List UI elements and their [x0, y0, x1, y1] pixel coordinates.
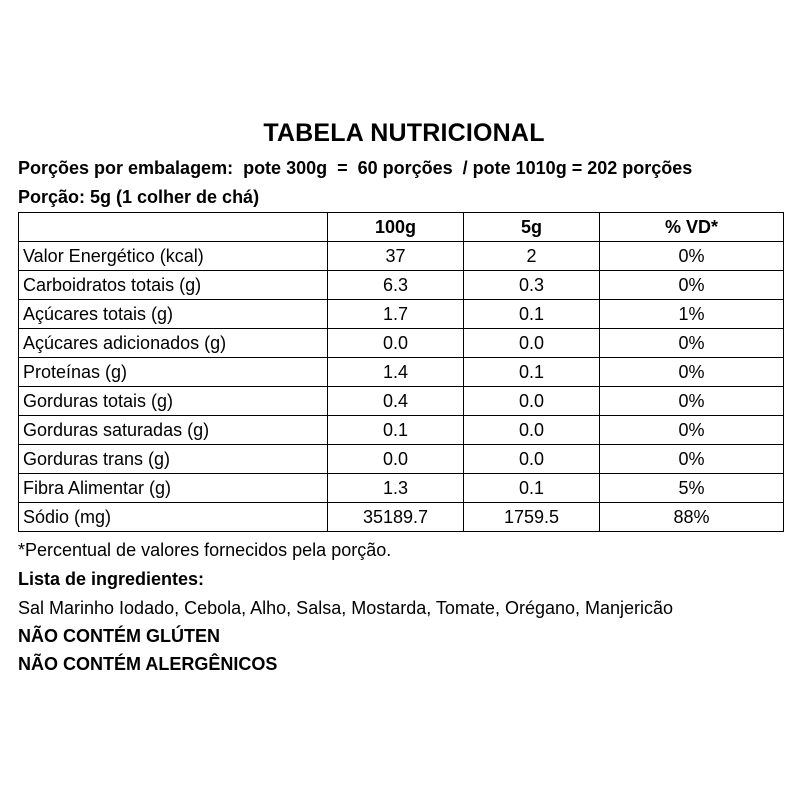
value-per-5g: 0.1: [464, 300, 600, 329]
allergen-notice: NÃO CONTÉM ALERGÊNICOS: [18, 654, 278, 674]
table-row: [19, 445, 784, 474]
value-per-100g: 0.1: [328, 416, 464, 445]
value-daily-percent: 0%: [600, 416, 784, 445]
value-per-5g: 0.0: [464, 387, 600, 416]
table-row: [19, 271, 784, 300]
table-row: [19, 503, 784, 532]
nutrient-name: Proteínas (g): [19, 358, 328, 387]
value-per-5g: 0.0: [464, 445, 600, 474]
value-daily-percent: 88%: [600, 503, 784, 532]
nutrient-name: Valor Energético (kcal): [19, 242, 328, 271]
value-daily-percent: 0%: [600, 445, 784, 474]
value-per-100g: 0.4: [328, 387, 464, 416]
table-row: [19, 474, 784, 503]
ingredients-title: Lista de ingredientes:: [18, 569, 205, 589]
value-daily-percent: 0%: [600, 358, 784, 387]
servings-per-package: Porções por embalagem: pote 300g = 60 porções / pote 1010g = 202 porções: [18, 158, 693, 178]
value-per-100g: 6.3: [328, 271, 464, 300]
header-per-100g: 100g: [328, 213, 464, 242]
value-per-5g: 0.1: [464, 358, 600, 387]
table-row: [19, 358, 784, 387]
nutrient-name: Açúcares totais (g): [19, 300, 328, 329]
table-row: [19, 242, 784, 271]
value-per-100g: 37: [328, 242, 464, 271]
serving-size: Porção: 5g (1 colher de chá): [18, 187, 260, 207]
nutrient-name: Fibra Alimentar (g): [19, 474, 328, 503]
nutrient-name: Gorduras saturadas (g): [19, 416, 328, 445]
value-per-5g: 1759.5: [464, 503, 600, 532]
nutrient-name: Gorduras totais (g): [19, 387, 328, 416]
table-row: [19, 387, 784, 416]
value-daily-percent: 5%: [600, 474, 784, 503]
table-row: [19, 329, 784, 358]
value-daily-percent: 1%: [600, 300, 784, 329]
value-daily-percent: 0%: [600, 242, 784, 271]
value-per-5g: 0.0: [464, 329, 600, 358]
value-per-100g: 1.3: [328, 474, 464, 503]
nutrition-table: [18, 212, 784, 532]
header-per-5g: 5g: [464, 213, 600, 242]
table-row: [19, 416, 784, 445]
nutrient-name: Açúcares adicionados (g): [19, 329, 328, 358]
value-per-5g: 0.3: [464, 271, 600, 300]
value-per-5g: 0.0: [464, 416, 600, 445]
header-daily-value: % VD*: [600, 213, 784, 242]
value-per-5g: 0.1: [464, 474, 600, 503]
page-title: TABELA NUTRICIONAL: [263, 119, 545, 147]
gluten-notice: NÃO CONTÉM GLÚTEN: [18, 626, 220, 646]
nutrient-name: Sódio (mg): [19, 503, 328, 532]
value-daily-percent: 0%: [600, 271, 784, 300]
value-per-100g: 0.0: [328, 329, 464, 358]
nutrient-name: Carboidratos totais (g): [19, 271, 328, 300]
header-nutrient: [19, 213, 328, 242]
value-per-5g: 2: [464, 242, 600, 271]
value-per-100g: 1.7: [328, 300, 464, 329]
value-per-100g: 35189.7: [328, 503, 464, 532]
value-daily-percent: 0%: [600, 387, 784, 416]
table-row: [19, 300, 784, 329]
ingredients-list: Sal Marinho Iodado, Cebola, Alho, Salsa, Mostarda, Tomate, Orégano, Manjericão: [18, 598, 674, 618]
value-per-100g: 0.0: [328, 445, 464, 474]
table-header-row: [19, 213, 784, 242]
value-per-100g: 1.4: [328, 358, 464, 387]
nutrient-name: Gorduras trans (g): [19, 445, 328, 474]
value-daily-percent: 0%: [600, 329, 784, 358]
footnote: *Percentual de valores fornecidos pela porção.: [18, 540, 392, 560]
